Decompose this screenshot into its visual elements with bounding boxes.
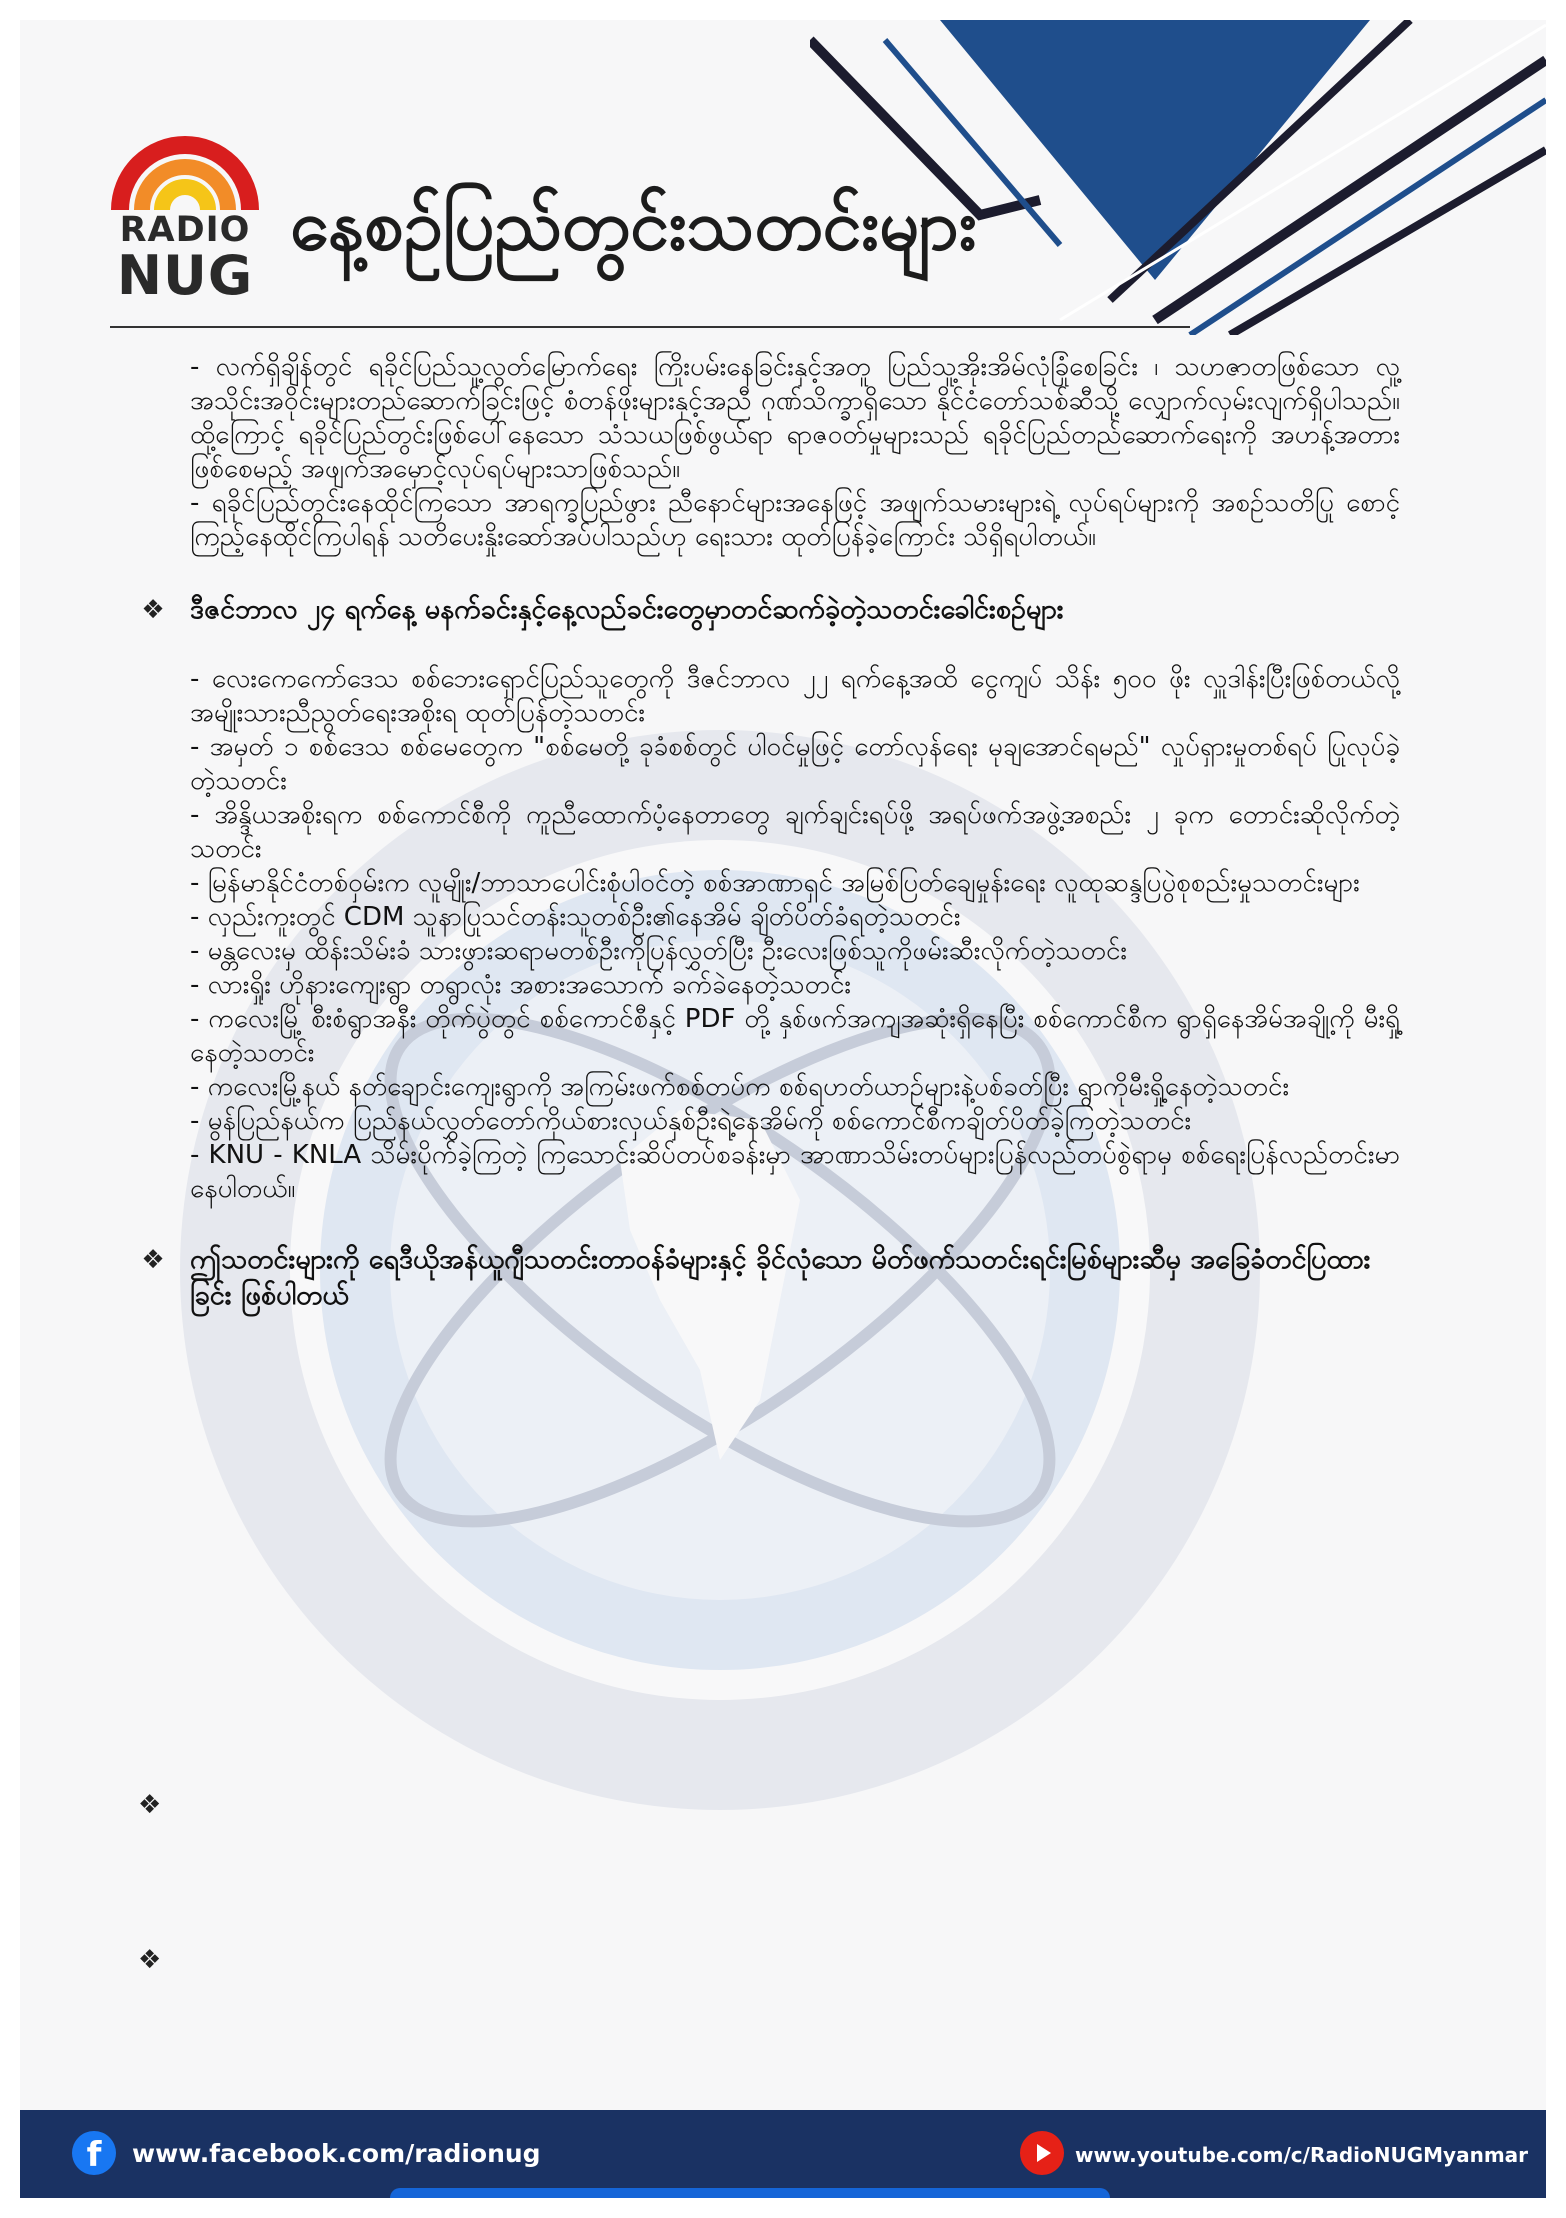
news-list [190,662,1400,1206]
footer-bar [20,2110,1546,2198]
intro-paragraph [190,350,1400,554]
diamond-bullet-icon: ❖ [141,1245,165,1275]
news-item: - လှည်းကူးတွင် CDM သူနာပြုသင်တန်းသူတစ်ဦး၏နေအိမ် ချိတ်ပိတ်ခံရတဲ့သတင်း [190,902,961,932]
intro-line: - ရခိုင်ပြည်တွင်းနေထိုင်ကြသော အာရက္ခပြည်ဖွား ညီနောင်များအနေဖြင့် အဖျက်သမားများရဲ့ လုပ်ရပ်များကို အစဉ်သတိပြု စောင့်ကြည့်နေထိုင်ကြပါရန် သတိပေးနှိုးဆော်အပ်ပါသည်ဟု ရေးသား ထုတ်ပြန်ခဲ့ကြောင်း သိရှိရပါတယ်။ [190,488,1400,552]
news-item: - လေးကေကော်ဒေသ စစ်ဘေးရှောင်ပြည်သူတွေကို ဒီဇင်ဘာလ ၂၂ ရက်နေ့အထိ ငွေကျပ် သိန်း ၅၀၀ ဖိုး လှူဒါန်းပြီးဖြစ်တယ်လို့ အမျိုးသားညီညွတ်ရေးအစိုးရ ထုတ်ပြန်တဲ့သတင်း [190,664,1400,728]
news-item: - ကလေးမြို့ စီးစံရွာအနီး တိုက်ပွဲတွင် စစ်ကောင်စီနှင့် PDF တို့ နှစ်ဖက်အကျအဆုံးရှိနေပြီး စစ်ကောင်စီက ရွာရှိနေအိမ်အချို့ကို မီးရှို့နေတဲ့သတင်း [190,1004,1400,1068]
radio-nug-logo [110,115,260,305]
news-item: - အိန္ဒိယအစိုးရက စစ်ကောင်စီကို ကူညီထောက်ပံ့နေတာတွေ ချက်ချင်းရပ်ဖို့ အရပ်ဖက်အဖွဲ့အစည်း ၂ ခုက တောင်းဆိုလိုက်တဲ့သတင်း [190,800,1400,864]
diamond-bullet-icon: ❖ [141,595,165,625]
title-divider [110,326,1190,328]
news-item: - မွန်ပြည်နယ်က ပြည်နယ်လွှတ်တော်ကိုယ်စားလှယ်နှစ်ဦးရဲ့နေအိမ်ကို စစ်ကောင်စီကချိတ်ပိတ်ခဲ့ကြတဲ့သတင်း [190,1106,1192,1136]
main-content [141,350,1400,1314]
news-item: - လားရှိုး ဟိုနားကျေးရွာ တရွာလုံး အစားအသောက် ခက်ခဲနေတဲ့သတင်း [190,970,851,1000]
youtube-link[interactable]: www.youtube.com/c/RadioNUGMyanmar [1075,2143,1529,2167]
facebook-link[interactable]: www.facebook.com/radionug [132,2139,541,2168]
news-item: - KNU - KNLA သိမ်းပိုက်ခဲ့ကြတဲ့ ကြသောင်းဆိပ်တပ်စခန်းမှာ အာဏာသိမ်းတပ်များပြန်လည်တပ်စွဲရာမှ စစ်ရေးပြန်လည်တင်းမာနေပါတယ်။ [190,1140,1400,1204]
news-item: - မြန်မာနိုင်ငံတစ်ဝှမ်းက လူမျိုး/ဘာသာပေါင်းစုံပါဝင်တဲ့ စစ်အာဏာရှင် အမြစ်ပြတ်ချေမှုန်းရေး လူထုဆန္ဒပြပွဲစုစည်းမှုသတင်းများ [190,868,1360,898]
logo-nug-text: NUG [116,244,254,307]
logo-radio-text: RADIO [119,210,251,250]
closing-note [141,1242,1400,1314]
diamond-bullet-icon: ❖ [138,1945,162,1975]
news-item: - မန္တလေးမှ ထိန်းသိမ်းခံ သားဖွားဆရာမတစ်ဦးကိုပြန်လွှတ်ပြီး ဦးလေးဖြစ်သူကိုဖမ်းဆီးလိုက်တဲ့သတင်း [190,936,1128,966]
intro-line: - လက်ရှိချိန်တွင် ရခိုင်ပြည်သူ့လွတ်မြောက်ရေး ကြိုးပမ်းနေခြင်းနှင့်အတူ ပြည်သူ့အိုးအိမ်လုံခြုံစေခြင်း ၊ သဟဇာတဖြစ်သော လူ့အသိုင်းအဝိုင်းများတည်ဆောက်ခြင်းဖြင့် စံတန်ဖိုးများနှင့်အညီ ဂုဏ်သိက္ခာရှိသော နိုင်ငံတော်သစ်ဆီသို့ လျှောက်လှမ်းလျက်ရှိပါသည်။ ထို့ကြောင့် ရခိုင်ပြည်တွင်းဖြစ်ပေါ်နေသော သံသယဖြစ်ဖွယ်ရာ ရာဇဝတ်မှုများသည် ရခိုင်ပြည်တည်ဆောက်ရေးကို အဟန့်အတားဖြစ်စေမည့် အဖျက်အမှောင့်လုပ်ရပ်များသာဖြစ်သည်။ [190,352,1400,484]
radio-waves-icon [110,115,260,215]
news-item: - အမှတ် ၁ စစ်ဒေသ စစ်မေတွေက "စစ်မေတို့ ခုခံစစ်တွင် ပါဝင်မှုဖြင့် တော်လှန်ရေး မုချအောင်ရမည်" လှုပ်ရှားမှုတစ်ရပ် ပြုလုပ်ခဲ့တဲ့သတင်း [190,732,1400,796]
section-heading-text: ဒီဇင်ဘာလ ၂၄ ရက်နေ့ မနက်ခင်းနှင့်နေ့လည်ခင်းတွေမှာတင်ဆက်ခဲ့တဲ့သတင်းခေါင်းစဉ်များ [190,594,1064,625]
news-item: - ကလေးမြို့နယ် နတ်ချောင်းကျေးရွာကို အကြမ်းဖက်စစ်တပ်က စစ်ရဟတ်ယာဉ်များနဲ့ပစ်ခတ်ပြီး ရွာကိုမီးရှို့နေတဲ့သတင်း [190,1072,1290,1102]
page-title: နေ့စဉ်ပြည်တွင်းသတင်းများ [290,184,977,266]
document-page [20,20,1546,2198]
section-heading [141,592,1400,628]
facebook-icon[interactable]: f [72,2131,116,2175]
youtube-icon[interactable] [1020,2131,1064,2175]
diamond-bullet-icon: ❖ [138,1790,162,1820]
closing-note-text: ဤသတင်းများကို ရေဒီယိုအန်ယူဂျီသတင်းတာဝန်ခံများနှင့် ခိုင်လုံသော မိတ်ဖက်သတင်းရင်းမြစ်များဆီမှ အခြေခံတင်ပြထားခြင်း ဖြစ်ပါတယ် [190,1244,1371,1311]
footer-accent-bar [390,2188,1110,2198]
